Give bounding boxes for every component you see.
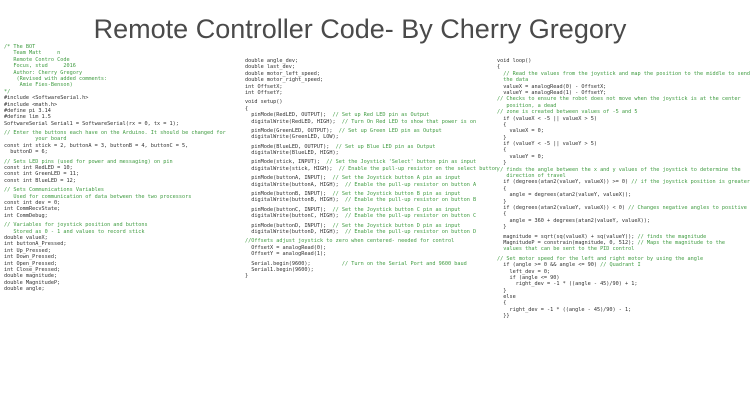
code-line: values that can be sent to the PID control xyxy=(497,246,635,253)
code-line: double angle; xyxy=(4,286,45,293)
code-line: //Offsets adjust joystick to zero when centered- needed for control xyxy=(245,238,455,245)
code-line: digitalWrite(buttonB, HIGH); // Enable the pull-up resistor on button B xyxy=(245,197,477,204)
code-comment: // Turn on the Serial Port and 9600 baud xyxy=(341,260,467,267)
code-line: #include <SoftwareSerial.h> xyxy=(4,95,89,102)
code-line: double MagnitudeP; xyxy=(4,279,61,286)
code-line: digitalWrite(GreenLED, LOW); xyxy=(245,134,339,141)
code-line: // Sets Communications Variables xyxy=(4,187,104,194)
code-line: double motor_left_speed; xyxy=(245,70,320,77)
code-line: position, a dead xyxy=(497,102,557,109)
code-line: // Checks to ensure the robot does not move when the joystick is at the center xyxy=(497,96,741,103)
code-line: } xyxy=(245,273,249,280)
code-line: digitalWrite(buttonD, HIGH); // Enable the pull-up resistor on button D xyxy=(245,228,477,235)
code-line: pinMode(buttonD, INPUT); // Set the Joystick button D pin as input xyxy=(245,222,461,229)
code-line: int Up_Pressed; xyxy=(4,247,51,254)
code-column-left xyxy=(4,44,236,402)
code-line: #define pi 3.14 xyxy=(4,107,51,114)
code-comment: // Set up Red LED pin as Output xyxy=(332,112,430,119)
code-line: double valueX; xyxy=(4,234,48,241)
code-line: Focus, stud 2016 xyxy=(4,63,76,70)
code-line: { xyxy=(245,105,249,112)
code-line: left_dev = 0; xyxy=(497,268,551,275)
code-comment: // Set up Green LED pin as Output xyxy=(338,127,442,134)
code-comment: // finds the magnitude xyxy=(637,233,707,240)
code-line: Remote Contro Code xyxy=(4,56,70,63)
code-line: int CommRecvState; xyxy=(4,206,61,213)
code-line: digitalWrite(stick, HIGH); // Enable the pull-up resistor on the select button xyxy=(245,165,498,172)
code-line: pinMode(GreenLED, OUTPUT); // Set up Green LED pin as Output xyxy=(245,127,442,134)
code-line: double magnitude; xyxy=(4,273,58,280)
code-line: angle = degrees(atan2(valueY, valueX)); xyxy=(497,192,632,199)
code-line: int OffsetX; xyxy=(245,83,283,90)
code-line: Author: Cherry Gregory xyxy=(4,69,83,76)
code-line: void loop() xyxy=(497,58,532,64)
code-line: SoftwareSerial Serial1 = SoftwareSerial(rx = 0, tx = 1); xyxy=(4,120,179,127)
code-comment: // Set the Joystick button C pin as input xyxy=(332,206,461,213)
code-line: Used for communication of data between the two processors xyxy=(4,193,192,200)
code-line: valueY = 0; xyxy=(497,153,544,160)
code-line: { xyxy=(497,185,507,192)
code-line: if (angle <= 90) xyxy=(497,274,560,281)
code-line: if (valueY < -5 || valueY > 5) xyxy=(497,141,597,148)
code-column-right xyxy=(497,58,750,398)
code-line: const int RedLED = 10; xyxy=(4,165,73,172)
code-line: // Enter the buttons each have on the Arduino. It should be changed for xyxy=(4,130,226,137)
code-line: digitalWrite(BlueLED, HIGH); xyxy=(245,150,339,157)
code-line: Stored as 0 - 1 and values to record stick xyxy=(4,228,145,235)
code-line: #define lim 1.5 xyxy=(4,114,51,121)
code-line: /* The BOT xyxy=(4,44,51,50)
code-line: #include <math.h> xyxy=(4,101,58,108)
code-line: int Open_Pressed; xyxy=(4,260,58,267)
code-line: { xyxy=(497,147,507,154)
code-line: if (degrees(atan2(valueY, valueX)) < 0) // Changes negative angles to positive xyxy=(497,204,747,211)
code-line: int Down_Pressed; xyxy=(4,254,58,261)
code-comment: // Enable the pull-up resistor on button D xyxy=(344,228,477,235)
code-line: } xyxy=(497,224,507,231)
code-line: digitalWrite(RedLED, HIGH); // Turn On Red LED to show that power is on xyxy=(245,118,477,125)
code-line: // Read the values from the joystick and map the position to the middle to send xyxy=(497,70,750,77)
code-line: }} xyxy=(497,313,510,320)
code-comment: // Maps the magnitude to the xyxy=(637,239,725,246)
code-line: if (angle >= 0 && angle <= 90) // Quadrant I xyxy=(497,262,641,269)
code-line: int buttonA_Pressed; xyxy=(4,241,67,248)
code-comment: // Enable the pull-up resistor on button B xyxy=(344,197,477,204)
code-line: double last_dev; xyxy=(245,64,295,71)
code-line: // zone is created between values of -5 and 5 xyxy=(497,109,638,116)
code-line: pinMode(buttonC, INPUT); // Set the Joystick button C pin as input xyxy=(245,206,461,213)
code-comment: // Turn On Red LED to show that power is on xyxy=(341,118,477,125)
code-line: } xyxy=(497,160,507,167)
code-line: const int stick = 2, buttonA = 3, buttonB = 4, buttonC = 5, xyxy=(4,142,189,149)
code-line: const int dev = 0; xyxy=(4,199,61,206)
code-comment: // Set up Blue LED pin as Output xyxy=(335,143,436,150)
code-line: valueX = 0; xyxy=(497,128,544,135)
code-line: } xyxy=(497,134,507,141)
code-line: pinMode(RedLED, OUTPUT); // Set up Red LED pin as Output xyxy=(245,112,430,119)
code-line: if (degrees(atan2(valueY, valueX)) >= 0) // if the joystick position is greater xyxy=(497,179,750,186)
code-line: Team Matt n xyxy=(4,50,61,57)
code-line: { xyxy=(497,64,501,71)
code-line: digitalWrite(buttonA, HIGH); // Enable the pull-up resistor on button A xyxy=(245,181,477,188)
code-line: your board xyxy=(4,136,67,143)
code-line: (Revised with added comments: xyxy=(4,75,108,82)
code-line: } xyxy=(497,287,507,294)
code-line: // Set motor speed for the left and right motor by using the angle xyxy=(497,255,704,262)
code-line: Amie Fies-Benson) xyxy=(4,82,73,89)
code-line: pinMode(stick, INPUT); // Set the Joystick 'Select' button pin as input xyxy=(245,159,477,166)
code-line: magnitude = sqrt(sq(valueX) + sq(valueY)); // finds the magnitude xyxy=(497,233,707,240)
code-comment: // if the joystick position is greater xyxy=(631,179,750,186)
code-comment: // Set the Joystick button B pin as input xyxy=(332,191,461,198)
code-line: { xyxy=(497,300,507,307)
code-line: int Close_Pressed; xyxy=(4,266,61,273)
code-line: const int BlueLED = 12; xyxy=(4,177,76,184)
code-column-middle xyxy=(245,58,498,398)
code-comment: // Enable the pull-up resistor on button A xyxy=(344,181,477,188)
code-line: angle = 360 + degrees(atan2(valueY, valueX)); xyxy=(497,217,651,224)
code-line: pinMode(BlueLED, OUTPUT); // Set up Blue LED pin as Output xyxy=(245,143,436,150)
code-line: // Sets LED pins (used for power and messaging) on pin xyxy=(4,158,173,165)
code-line: OffsetY = analogRead(1); xyxy=(245,251,327,258)
code-line: int OffsetY; xyxy=(245,89,283,96)
code-comment: // Changes negative angles to positive xyxy=(628,204,747,211)
code-comment: // Quadrant I xyxy=(600,262,641,269)
code-line: right_dev = -1 * ((angle - 45)/90) - 1; xyxy=(497,306,632,313)
code-comment: // Set the Joystick button A pin as input xyxy=(332,175,461,182)
code-line: pinMode(buttonA, INPUT); // Set the Joystick button A pin as input xyxy=(245,175,461,182)
code-line: { xyxy=(497,211,507,218)
code-line: direction of travel xyxy=(497,173,566,180)
code-line: double angle_dev; xyxy=(245,58,299,64)
code-line: { xyxy=(497,121,507,128)
code-line: buttonD = 6; xyxy=(4,149,48,156)
code-comment: // Enable the pull-up resistor on button C xyxy=(344,213,477,220)
code-comment: // Enable the pull-up resistor on the select button xyxy=(338,165,498,172)
code-line: the data xyxy=(497,77,529,84)
code-line: } xyxy=(497,198,507,205)
code-line: right_dev = -1 * ((angle - 45)/90) + 1; xyxy=(497,281,638,288)
code-line: const int GreenLED = 11; xyxy=(4,171,79,178)
code-line: */ xyxy=(4,88,11,95)
code-line: MagnitudeP = constrain(magnitude, 0, 512); // Maps the magnitude to the xyxy=(497,239,725,246)
code-line: int CommDebug; xyxy=(4,212,48,219)
code-line: else xyxy=(497,294,516,301)
code-line: void setup() xyxy=(245,99,283,106)
code-comment: // Set the Joystick 'Select' button pin as input xyxy=(326,159,477,166)
code-line: // finds the angle between the x and y values of the joystick to determine the xyxy=(497,166,741,173)
code-line: double motor_right_speed; xyxy=(245,77,324,84)
code-line: digitalWrite(buttonC, HIGH); // Enable the pull-up resistor on button C xyxy=(245,213,477,220)
code-line: valueY = analogRead(1) - OffsetY; xyxy=(497,89,607,96)
code-line: Serial.begin(9600); // Turn on the Serial Port and 9600 baud xyxy=(245,260,467,267)
code-line: OffsetX = analogRead(0); xyxy=(245,244,327,251)
code-comment: // Set the Joystick button D pin as input xyxy=(332,222,461,229)
code-line: valueX = analogRead(0) - OffsetX; xyxy=(497,83,607,90)
code-line: pinMode(buttonB, INPUT); // Set the Joystick button B pin as input xyxy=(245,191,461,198)
code-line: // Variables for joystick position and buttons xyxy=(4,222,148,229)
code-line: if (valueX < -5 || valueX > 5) xyxy=(497,115,597,122)
slide-title: Remote Controller Code- By Cherry Gregory xyxy=(93,14,627,44)
code-line: Serial1.begin(9600); xyxy=(245,266,314,273)
